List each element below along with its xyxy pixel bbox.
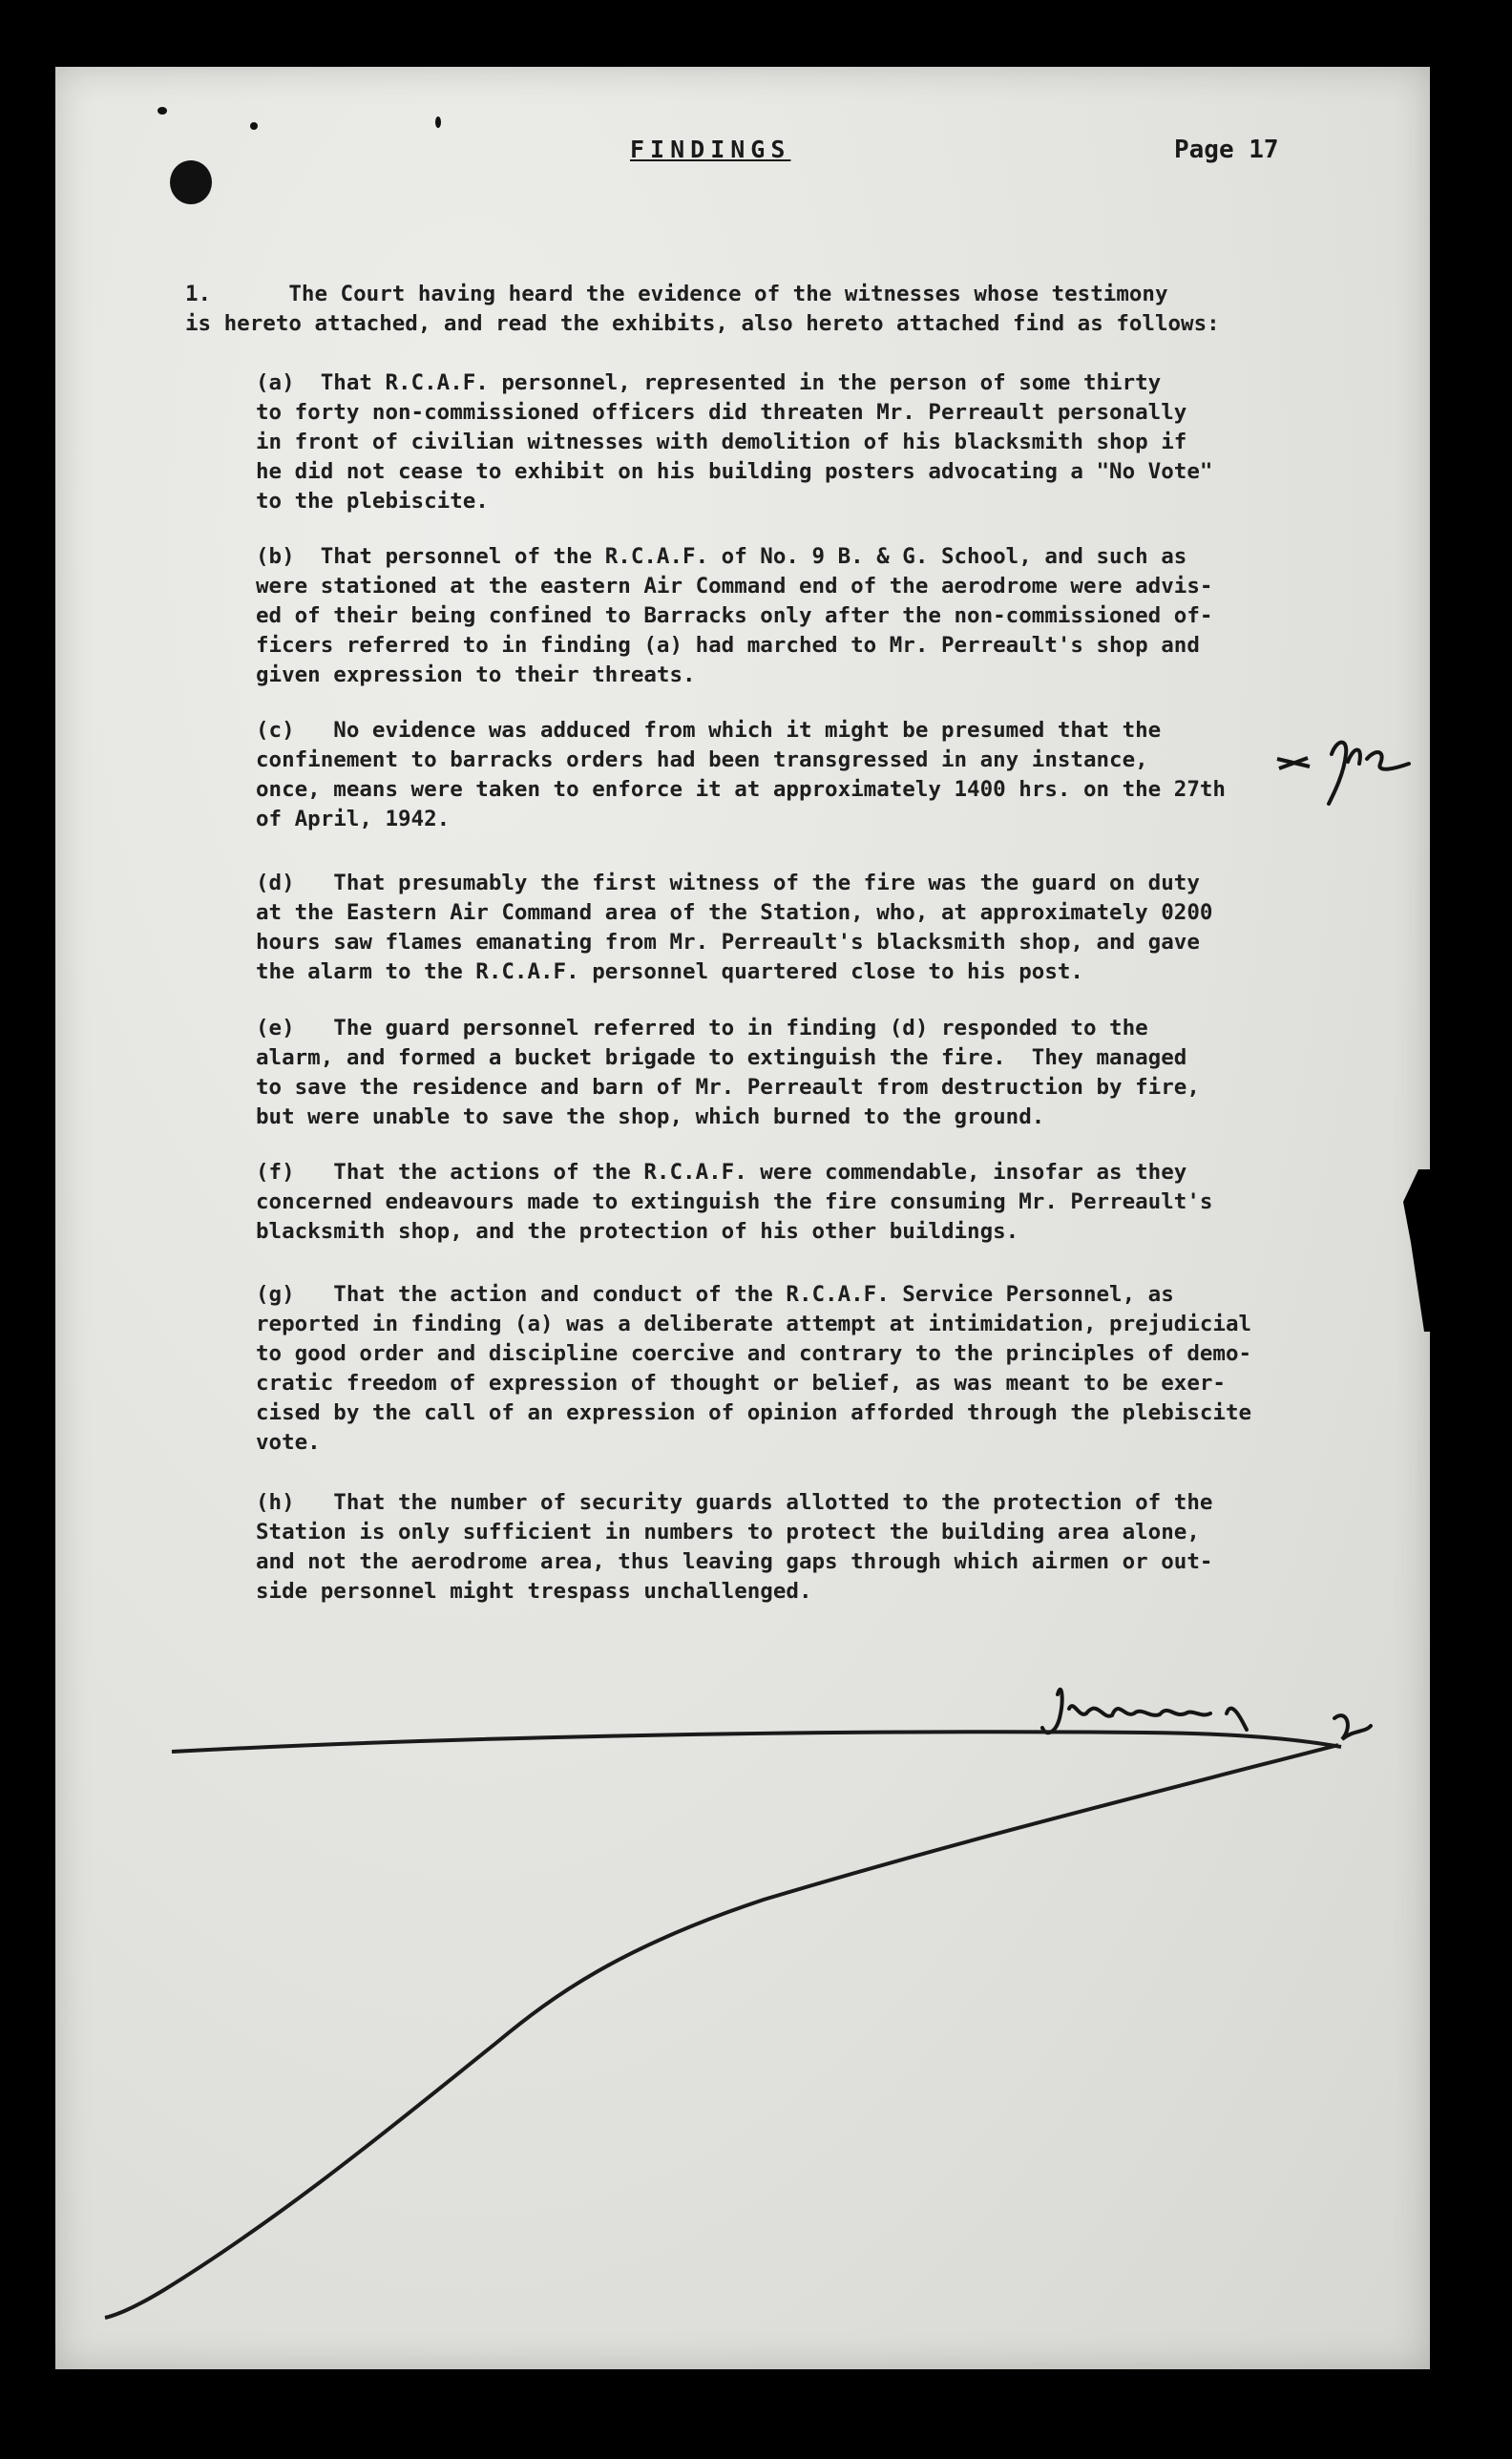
finding-h: (h) That the number of security guards allotted to the protection of the Station is only sufficient in numbers to protect the building area alone, and not the aerodrome area, thus leaving gaps through which airmen or out- side personnel might trespass unchallenged. — [256, 1490, 1213, 1604]
margin-note-handwriting — [1329, 743, 1409, 804]
intro-paragraph: 1. The Court having heard the evidence of the witnesses whose testimony is hereto attached, and read the exhibits, also hereto attached find as follows: — [185, 282, 1220, 336]
strike-mark — [1277, 758, 1310, 768]
finding-f: (f) That the actions of the R.C.A.F. were commendable, insofar as they concerned endeavours made to extinguish the fire consuming Mr. Perreault's blacksmith shop, and the protection of his other buildings. — [256, 1160, 1213, 1244]
cancellation-stroke — [105, 1745, 1338, 2318]
page-title: FINDINGS — [630, 136, 791, 163]
finding-c: (c) No evidence was adduced from which it might be presumed that the confinement to barracks orders had been transgressed in any instance, once, means were taken to enforce it at approximately 1400 hrs. on the 27th of April, 1942. — [256, 718, 1226, 831]
finding-g: (g) That the action and conduct of the R.C.A.F. Service Personnel, as reported in finding (a) was a deliberate attempt at intimidation, prejudicial to good order and discipline coercive and contrary to the principles of demo- cratic freedom of expression of thought or belief, as was meant to be exer- cised by the call of an expression of opinion afforded through the plebiscite vote. — [256, 1282, 1252, 1455]
page-number: Page 17 — [1174, 136, 1279, 164]
finding-a: (a) That R.C.A.F. personnel, represented in the person of some thirty to forty non-commissioned officers did threaten Mr. Perreault personally in front of civilian witnesses with demolition of his blacksmith shop if he did not cease to exhibit on his building posters advocating a "No Vote" to the plebiscite. — [256, 370, 1213, 514]
finding-d: (d) That presumably the first witness of the fire was the guard on duty at the Eastern Air Command area of the Station, who, at approximately 0200 hours saw flames emanating from Mr. Perreault's blacksmith shop, and gave the alarm to the R.C.A.F. personnel quartered close to his post. — [256, 871, 1213, 984]
signature-line — [172, 1732, 1341, 1752]
finding-b: (b) That personnel of the R.C.A.F. of No. 9 B. & G. School, and such as were stationed at the eastern Air Command end of the aerodrome were advis- ed of their being confined to Barracks only after the non-commissioned of- ficers referred to in finding (a) had marched to Mr. Perreault's shop and given expression to their threats. — [256, 544, 1213, 687]
finding-e: (e) The guard personnel referred to in finding (d) responded to the alarm, and formed a bucket brigade to extinguish the fire. They managed to save the residence and barn of Mr. Perreault from destruction by fire, but were unable to save the shop, which burned to the ground. — [256, 1016, 1200, 1129]
